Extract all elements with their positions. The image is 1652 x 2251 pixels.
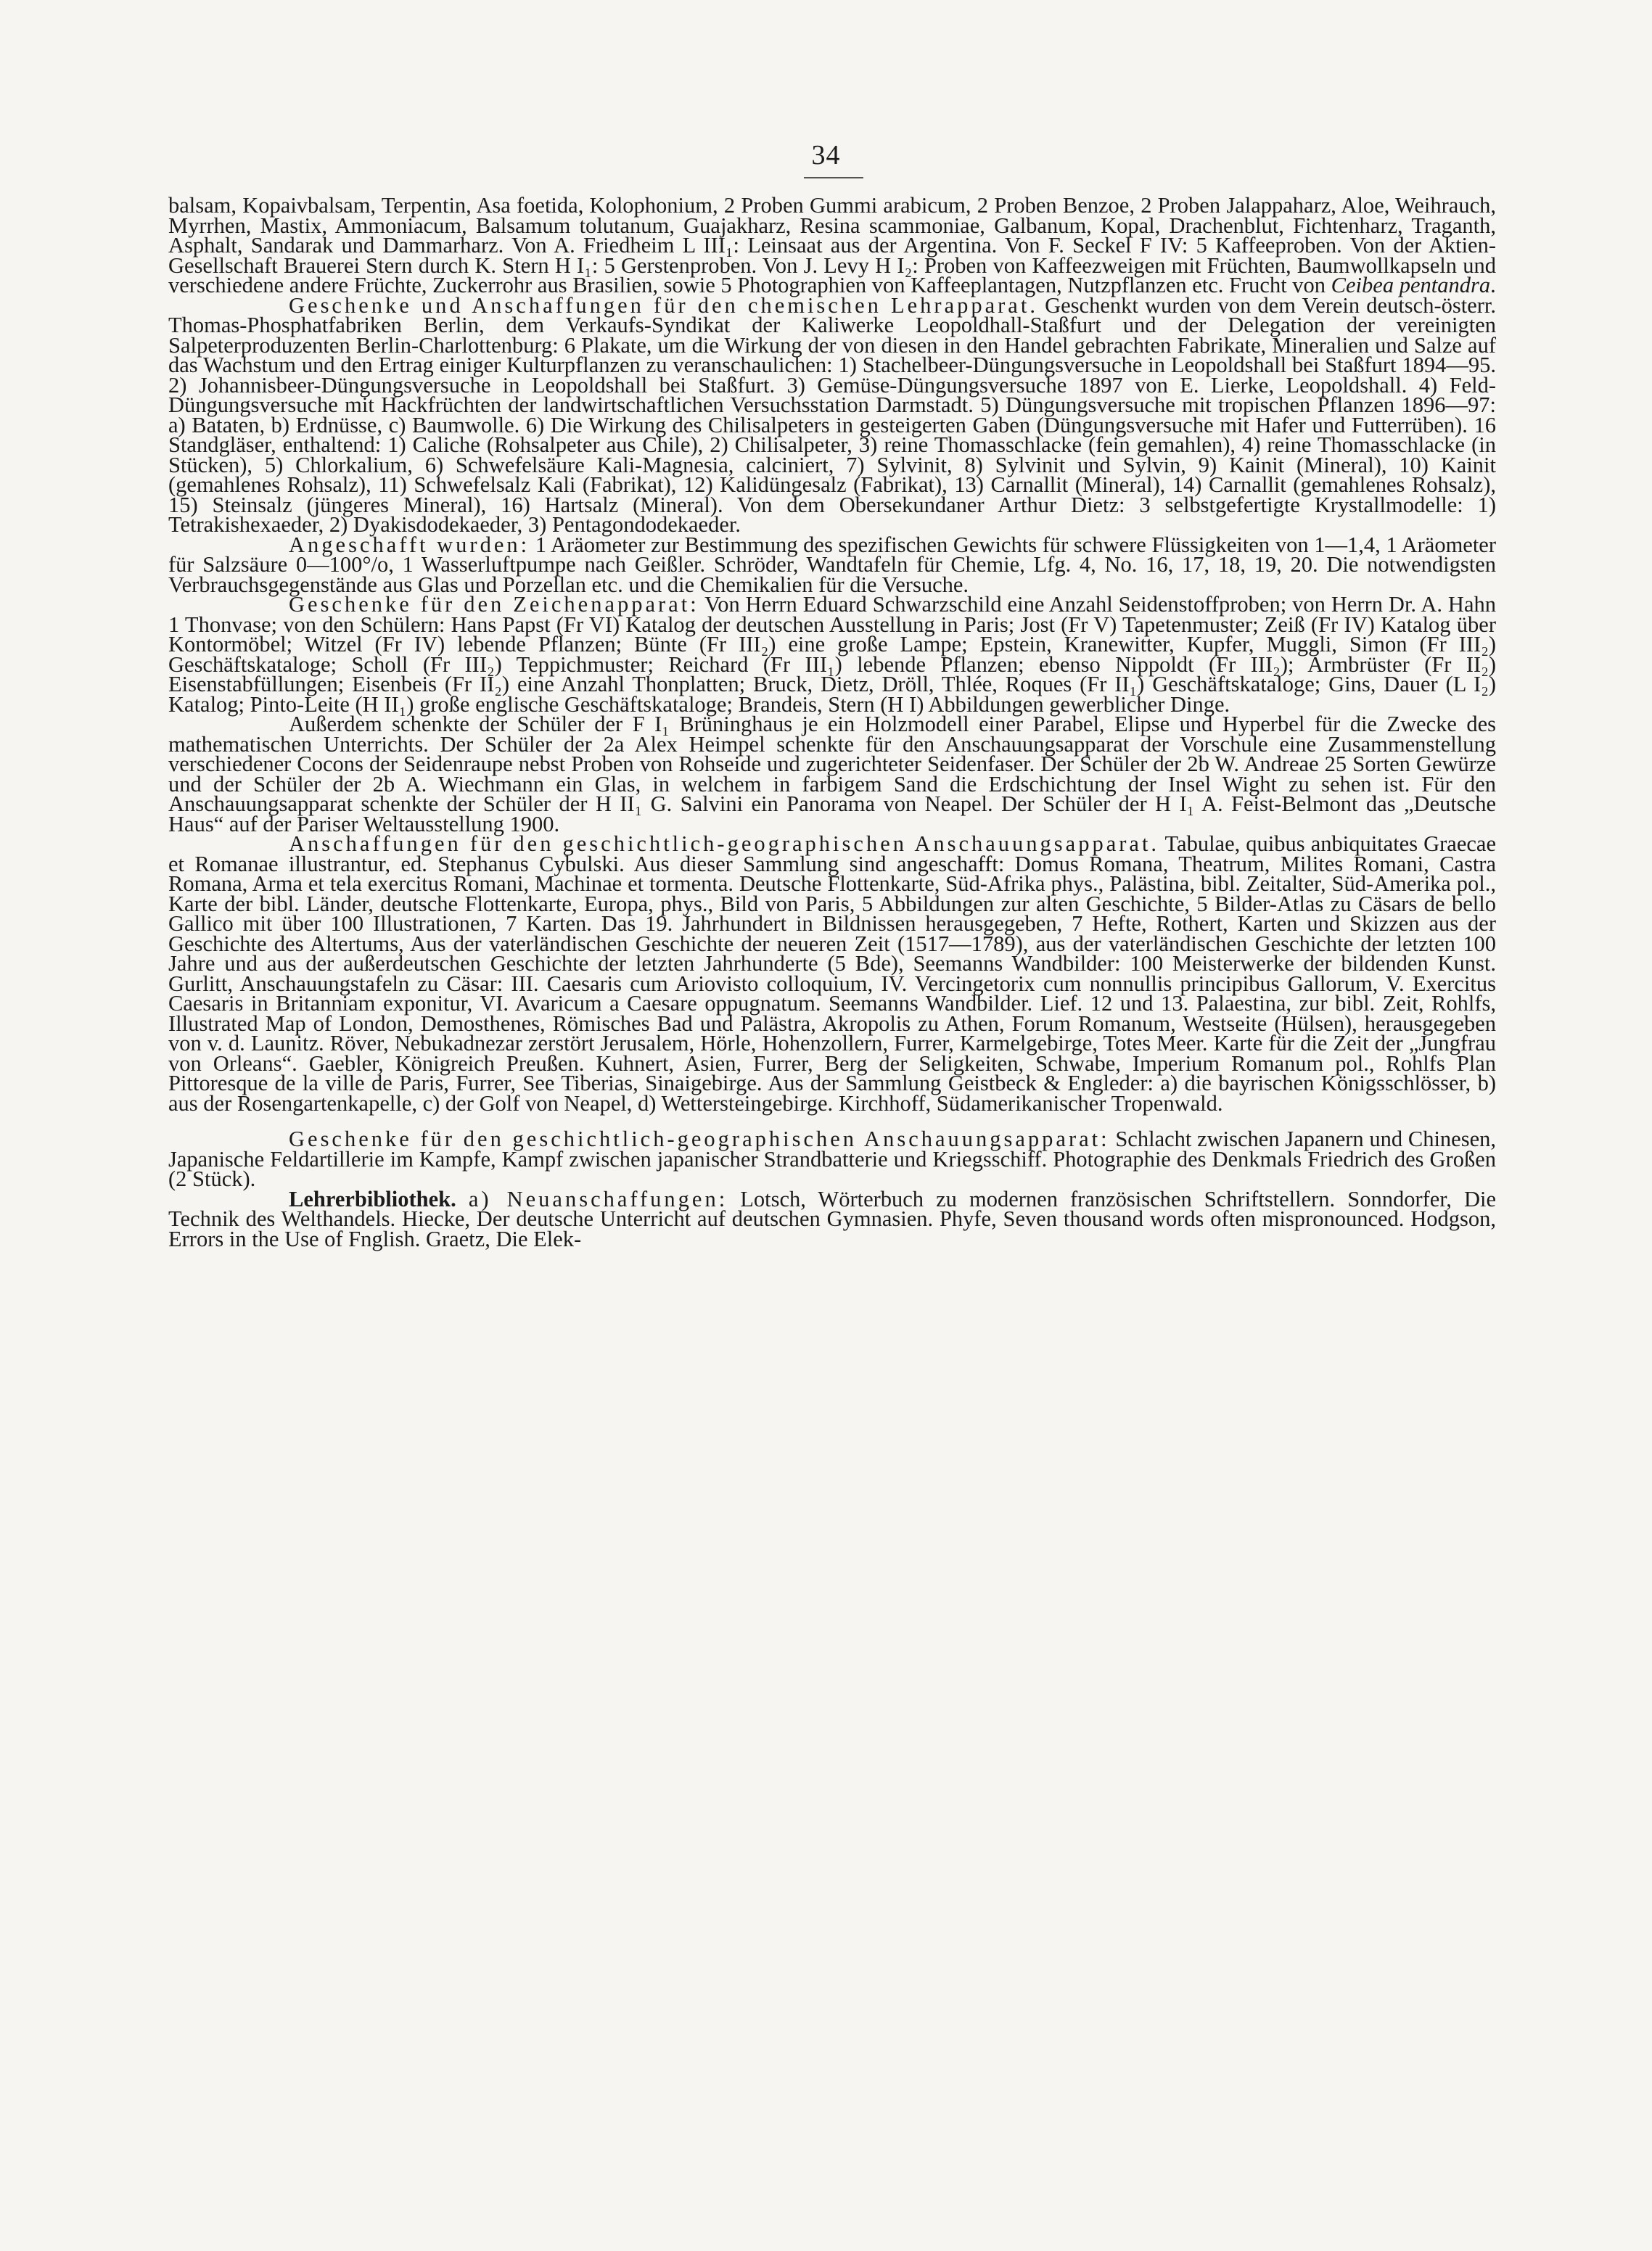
paragraph-text: 1 Aräometer zur Bestimmung des spezifischen Gewichts für schwere Flüssigkeiten von 1—1,4, 1 Aräometer für Salzsäure 0—100°/o, 1 Wasserluftpumpe nach Geißler. Schröder, Wandtafeln für Chemie, Lfg. 4, No. 16, 17, 18, 19, 20. Die notwendigsten Verbrauchsgegenstände aus Glas und Porzellan etc. und die Chemikalien für die Versuche. bbox=[168, 532, 1496, 597]
section-lead: a) Neuanschaffungen: bbox=[468, 1186, 728, 1211]
paragraph-text: Geschenkt wurden von dem Verein deutsch-österr. Thomas-Phosphatfabriken Berlin, dem Verkaufs-Syndikat der Kaliwerke Leopoldhall-Staßfurt und der Delegation der vereinigten Salpeterproduzenten Berlin-Charlottenburg: 6 Plakate, um die Wirkung der von diesen in den Handel gebrachten Fabrikate, Mineralien und Salze auf das Wachstum und den Ertrag einiger Kulturpflanzen zu veranschaulichen: 1) Stachelbeer-Düngungsversuche in Leopoldshall bei Staßfurt 1894—95. 2) Johannisbeer-Düngungsversuche in Leopoldshall bei Staßfurt. 3) Gemüse-Düngungsversuche 1897 von E. Lierke, Leopoldshall. 4) Feld-Düngungsversuche mit Hackfrüchten der landwirtschaftlichen Versuchsstation Darmstadt. 5) Düngungsversuche mit tropischen Pflanzen 1896—97: a) Bataten, b) Erdnüsse, c) Baumwolle. 6) Die Wirkung des Chilisalpeters in gesteigerten Gaben (Düngungsversuche mit Hafer und Futterrüben). 16 Standgläser, enthaltend: 1) Caliche (Rohsalpeter aus Chile), 2) Chilisalpeter, 3) reine Thomasschlacke (fein gemahlen), 4) reine Thomasschlacke (in Stücken), 5) Chlorkalium, 6) Schwefelsäure Kali-Magnesia, calciniert, 7) Sylvinit, 8) Sylvinit und Sylvin, 9) Kainit (Mineral), 10) Kainit (gemahlenes Rohsalz), 11) Schwefelsalz Kali (Fabrikat), 12) Kalidüngesalz (Fabrikat), 13) Carnallit (Mineral), 14) Carnallit (gemahlenes Rohsalz), 15) Steinsalz (jüngeres Mineral), 16) Hartsalz (Mineral). Von dem Obersekundaner Arthur Dietz: 3 selbstgefertigte Krystallmodelle: 1) Tetrakishexaeder, 2) Dyakisdodekaeder, 3) Pentagondodekaeder. bbox=[168, 292, 1496, 537]
section-lead: Geschenke und Anschaffungen für den chemischen Lehrapparat. bbox=[289, 292, 1038, 318]
paragraph-text: Schlacht zwischen Japanern und Chinesen, Japanische Feldartillerie im Kampfe, Kampf zwischen japanischer Strandbatterie und Kriegsschiff. Photographie des Denkmals Friedrich des Großen (2 Stück). bbox=[168, 1127, 1496, 1191]
paragraph-text: Von Herrn Eduard Schwarzschild eine Anzahl Seidenstoffproben; von Herrn Dr. A. Hahn 1 Thonvase; von den Schülern: Hans Papst (Fr VI) Katalog der deutschen Ausstellung in Paris; Jost (Fr V) Tapetenmuster; Zeiß (Fr IV) Katalog über Kontormöbel; Witzel (Fr IV) lebende Pflanzen; Bünte (Fr III₂) eine große Lampe; Epstein, Kranewitter, Kupfer, Muggli, Simon (Fr III₂) Geschäftskataloge; Scholl (Fr III₂) Teppichmuster; Reichard (Fr III₁) lebende Pflanzen; ebenso Nippoldt (Fr III₂); Armbrüster (Fr II₂) Eisenstabfüllungen; Eisenbeis (Fr II₂) eine Anzahl Thonplatten; Bruck, Dietz, Dröll, Thlée, Roques (Fr II₁) Geschäftskataloge; Gins, Dauer (L I₂) Katalog; Pinto-Leite (H II₁) große englische Geschäftskataloge; Brandeis, Stern (H I) Abbildungen gewerblicher Dinge. bbox=[168, 592, 1496, 717]
page-number: 34 bbox=[811, 140, 841, 170]
page-number-rule bbox=[804, 177, 863, 178]
section-lead: Angeschafft wurden: bbox=[289, 532, 530, 557]
paragraph-tail: . bbox=[1490, 273, 1496, 297]
paragraph-text: Lotsch, Wörterbuch zu modernen französischen Schriftstellern. Sonndorfer, Die Technik des Welthandels. Hiecke, Der deutsche Unterricht auf deutschen Gymnasien. Phyfe, Seven thousand words often mispronounced. Hodgson, Errors in the Use of Fnglish. Graetz, Die Elek- bbox=[168, 1186, 1496, 1251]
section-lead: Anschaffungen für den geschichtlich-geographischen Anschauungsapparat. bbox=[289, 831, 1160, 856]
paragraph-drawing-apparatus bbox=[168, 592, 1496, 717]
paragraph-history-geography-acquisitions bbox=[168, 831, 1496, 1116]
paragraph-history-geography-gifts bbox=[168, 1129, 1496, 1190]
paragraph-text: balsam, Kopaivbalsam, Terpentin, Asa foetida, Kolophonium, 2 Proben Gummi arabicum, 2 Proben Benzoe, 2 Proben Jalappaharz, Aloe, Weihrauch, Myrrhen, Mastix, Ammoniacum, Balsamum tolutanum, Guajakharz, Resina scammoniae, Galbanum, Kopal, Drachenblut, Fichtenharz, Traganth, Asphalt, Sandarak und Dammarharz. Von A. Friedheim L III₁: Leinsaat aus der Argentina. Von F. Seckel F IV: 5 Kaffeeproben. Von der Aktien-Gesellschaft Brauerei Stern durch K. Stern H I₁: 5 Gerstenproben. Von J. Levy H I₂: Proben von Kaffeezweigen mit Früchten, Baumwollkapseln und verschiedene andere Früchte, Zuckerrohr aus Brasilien, sowie 5 Photographien von Kaffeeplantagen, Nutzpflanzen etc. Frucht von bbox=[168, 193, 1496, 297]
paragraph-text: Außerdem schenkte der Schüler der F I₁ Brüninghaus je ein Holzmodell einer Parabel, Elipse und Hyperbel für die Zwecke des mathematischen Unterrichts. Der Schüler der 2a Alex Heimpel schenkte für den Anschauungsapparat der Vorschule eine Zusammenstellung verschiedener Cocons der Seidenraupe nebst Proben von Rohseide und zugerichteter Seidenfaser. Der Schüler der 2b W. Andreae 25 Sorten Gewürze und der Schüler der 2b A. Wiechmann ein Glas, in welchem in farbigem Sand die Erdschichtung der Insel Wight zu sehen ist. Für den Anschauungsapparat schenkte der Schüler der H II₁ G. Salvini ein Panorama von Neapel. Der Schüler der H I₁ A. Feist-Belmont das „Deutsche Haus“ auf der Pariser Weltausstellung 1900. bbox=[168, 712, 1496, 836]
italic-species-name: Ceibea pentandra bbox=[1331, 273, 1491, 297]
paragraph-chemical-apparatus bbox=[168, 292, 1496, 537]
paragraph-text: Tabulae, quibus anbiquitates Graecae et Romanae illustrantur, ed. Stephanus Cybulski. Aus dieser Sammlung sind angeschafft: Domus Romana, Theatrum, Milites Romani, Castra Romana, Arma et tela exercitus Romani, Machinae et tormenta. Deutsche Flottenkarte, Süd-Afrika phys., Palästina, bibl. Zeitalter, Süd-Amerika pol., Karte der bibl. Länder, deutsche Flottenkarte, Europa, phys., Bild von Paris, 5 Abbildungen zur alten Geschichte, 5 Bilder-Atlas zu Cäsars de bello Gallico mit über 100 Illustrationen, 7 Karten. Das 19. Jahrhundert in Bildnissen herausgegeben, 7 Hefte, Rothert, Karten und Skizzen aus der Geschichte des Altertums, Aus der vaterländischen Geschichte der neueren Zeit (1517—1789), aus der vaterländischen Geschichte der letzten 100 Jahre und aus der außerdeutschen Geschichte der letzten Jahrhunderte (5 Bde), Seemanns Wandbilder: 100 Meisterwerke der bildenden Kunst. Gurlitt, Anschauungstafeln zu Cäsar: III. Caesaris cum Ariovisto colloquium, IV. Vercingetorix cum nonnullis principibus Gallorum, V. Exercitus Caesaris in Britanniam exponitur, VI. Avaricum a Caesare oppugnatum. Seemanns Wandbilder. Lief. 12 und 13. Palaestina, zur bibl. Zeit, Rohlfs, Illustrated Map of London, Demosthenes, Römisches Bad und Palästra, Akropolis zu Athen, Forum Romanum, Westseite (Hülsen), herausgegeben von v. d. Launitz. Röver, Nebukadnezar zerstört Jerusalem, Hörle, Hohenzollern, Furrer, Karmelgebirge, Totes Meer. Karte für die Zeit der „Jungfrau von Orleans“. Gaebler, Königreich Preußen. Kuhnert, Asien, Furrer, Berg der Seligkeiten, Schwabe, Imperium Romanum pol., Rohlfs Plan Pittoresque de la ville de Paris, Furrer, See Tiberias, Sinaigebirge. Aus der Sammlung Geistbeck & Engleder: a) die bayrischen Königsschlösser, b) aus der Rosengartenkapelle, c) der Golf von Neapel, d) Wettersteingebirge. Kirchhoff, Südamerikanischer Tropenwald. bbox=[168, 831, 1496, 1116]
paragraph-acquisitions-chemistry bbox=[168, 532, 1496, 597]
section-lead: Geschenke für den Zeichenapparat: bbox=[289, 592, 699, 617]
paragraph-teacher-library bbox=[168, 1186, 1496, 1251]
section-heading: Lehrerbibliothek. bbox=[289, 1186, 456, 1211]
section-lead: Geschenke für den geschichtlich-geographischen Anschauungsapparat: bbox=[289, 1127, 1110, 1151]
paragraph-student-gifts bbox=[168, 712, 1496, 836]
text-body bbox=[168, 193, 1496, 1251]
paragraph-resins-donations bbox=[168, 193, 1496, 297]
